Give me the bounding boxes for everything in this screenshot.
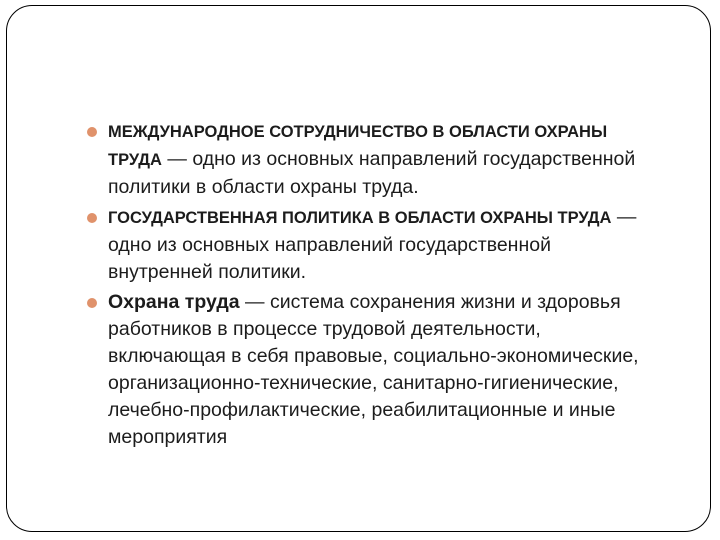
- bullet-dash: —: [611, 206, 637, 228]
- bullet-item-state-policy: [87, 204, 647, 286]
- slide-frame: [6, 5, 711, 532]
- bullet-term: Охрана труда: [108, 291, 240, 313]
- bullet-dot-icon: [87, 298, 97, 308]
- bullet-list: [87, 118, 647, 454]
- bullet-dash: —: [161, 148, 193, 170]
- bullet-dash: —: [239, 291, 270, 313]
- bullet-definition: одно из основных направлений государственной политики в области охраны труда.: [108, 148, 636, 198]
- bullet-dot-icon: [87, 213, 97, 223]
- bullet-item-international-cooperation: [87, 118, 647, 201]
- bullet-term: ГОСУДАРСТВЕННАЯ ПОЛИТИКА В ОБЛАСТИ ОХРАНЫ ТРУДА: [108, 209, 612, 227]
- bullet-item-labor-protection: [87, 289, 647, 451]
- bullet-term: МЕЖДУНАРОДНОЕ СОТРУДНИЧЕСТВО В ОБЛАСТИ ОХРАНЫ ТРУДА: [108, 123, 608, 169]
- bullet-dot-icon: [87, 127, 97, 137]
- bullet-definition: система сохранения жизни и здоровья работников в процессе трудовой деятельности, включающая в себя правовые, социально-экономические, организационно-технические, санитарно-гигиенические, лечебно-профилактические, реабилитационные и иные мероприятия: [108, 291, 639, 448]
- bullet-definition: одно из основных направлений государственной внутренней политики.: [108, 234, 551, 283]
